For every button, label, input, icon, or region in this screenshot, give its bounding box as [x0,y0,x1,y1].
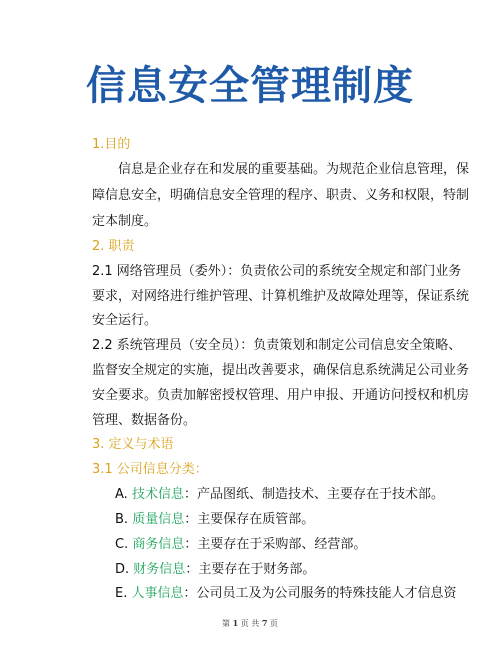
item-description: ：公司员工及为公司服务的特殊技能人才信息资 [183,586,457,601]
item-term: 技术信息 [131,487,184,502]
footer-page-number: 1 [232,618,239,628]
item-description: ：主要保存在质管部。 [184,512,315,527]
item-term: 财务信息 [133,562,186,577]
section-2-1-line-3: 安全运行。 [92,313,158,328]
section-2-1-line-2: 要求，对网络进行维护管理、计算机维护及故障处理等，保证系统 [92,289,470,304]
item-description: ：主要存在于采购部、经营部。 [184,537,367,552]
footer-middle: 页 共 [240,619,260,628]
list-item [115,536,366,554]
item-letter: D. [115,562,130,577]
section-1-line-2: 障信息安全，明确信息安全管理的程序、职责、义务和权限，特制 [92,188,470,203]
item-term: 商务信息 [132,537,185,552]
section-2-2-line-2: 监督安全规定的实施，提出改善要求，确保信息系统满足公司业务 [92,363,470,378]
section-2-2-line-4: 管理、数据备份。 [92,413,197,428]
list-item [115,486,444,504]
item-term: 质量信息 [132,512,185,527]
section-2-2-line-3: 安全要求。负责加解密授权管理、用户申报、开通访问授权和机房 [92,388,470,403]
item-description: ：产品图纸、制造技术、主要存在于技术部。 [183,487,444,502]
list-item [115,585,457,603]
section-3-1-heading: 3.1 公司信息分类： [92,462,208,477]
section-1-line-1: 信息是企业存在和发展的重要基础。为规范企业信息管理，保 [118,162,470,177]
document-title: 信息安全管理制度 [86,63,414,109]
item-letter: A. [115,487,128,502]
footer-suffix: 页 [269,619,278,628]
item-letter: C. [115,537,129,552]
list-item [115,511,314,529]
item-letter: E. [115,586,128,601]
section-1-heading: 1.目的 [92,137,131,152]
item-description: ：主要存在于财务部。 [185,562,316,577]
footer-total-pages: 7 [261,618,268,628]
footer-prefix: 第 [222,619,231,628]
list-item [115,561,315,579]
section-3-heading: 3. 定义与术语 [92,437,174,452]
section-1-line-3: 定本制度。 [92,214,158,229]
item-term: 人事信息 [131,586,184,601]
section-2-heading: 2. 职责 [92,239,135,254]
item-letter: B. [115,512,129,527]
section-2-2-line-1: 2.2 系统管理员（安全员）：负责策划和制定公司信息安全策略、 [92,338,462,353]
section-2-1-line-1: 2.1 网络管理员（委外）：负责依公司的系统安全规定和部门业务 [92,264,462,279]
page-footer [0,618,500,629]
